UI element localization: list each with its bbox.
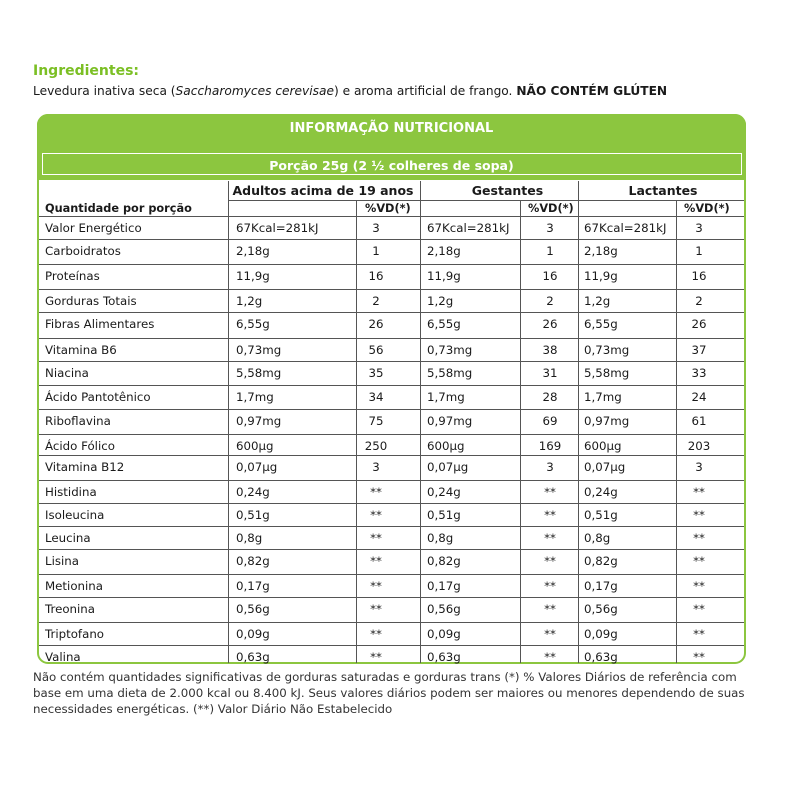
cell-lactating-vd: ** <box>693 627 705 641</box>
cell-lactating: 1,2g <box>584 294 611 308</box>
cell-adult: 0,51g <box>236 508 270 522</box>
row-divider <box>39 264 744 265</box>
cell-adult-vd: ** <box>370 485 382 499</box>
cell-lactating-vd: 33 <box>691 366 707 380</box>
cell-lactating: 2,18g <box>584 244 618 258</box>
cell-pregnant: 2,18g <box>427 244 461 258</box>
cell-adult: 2,18g <box>236 244 270 258</box>
cell-pregnant: 67Kcal=281kJ <box>427 221 510 235</box>
cell-adult-vd: 250 <box>364 439 388 453</box>
cell-pregnant-vd: ** <box>544 531 556 545</box>
cell-name: Lisina <box>45 554 79 568</box>
vd-header-lactating: %VD(*) <box>684 202 730 215</box>
cell-lactating-vd: ** <box>693 579 705 593</box>
cell-lactating: 1,7mg <box>584 390 622 404</box>
cell-adult: 0,56g <box>236 602 270 616</box>
column-divider <box>228 181 229 663</box>
cell-lactating: 0,97mg <box>584 414 630 428</box>
cell-lactating-vd: ** <box>693 531 705 545</box>
cell-pregnant-vd: ** <box>544 508 556 522</box>
cell-adult: 67Kcal=281kJ <box>236 221 319 235</box>
cell-lactating: 0,82g <box>584 554 618 568</box>
row-divider <box>39 526 744 527</box>
cell-lactating: 0,24g <box>584 485 618 499</box>
cell-lactating-vd: 3 <box>695 221 703 235</box>
group-header-lactating: Lactantes <box>628 183 698 198</box>
cell-adult-vd: 3 <box>372 221 380 235</box>
cell-lactating-vd: 24 <box>691 390 707 404</box>
row-divider <box>39 549 744 550</box>
cell-pregnant-vd: 169 <box>538 439 562 453</box>
cell-lactating-vd: ** <box>693 508 705 522</box>
cell-pregnant-vd: ** <box>544 485 556 499</box>
cell-adult-vd: ** <box>370 650 382 664</box>
cell-lactating-vd: ** <box>693 485 705 499</box>
portion-label: Porção 25g (2 ½ colheres de sopa) <box>269 158 514 173</box>
cell-name: Treonina <box>45 602 95 616</box>
cell-pregnant: 0,17g <box>427 579 461 593</box>
cell-adult: 1,7mg <box>236 390 274 404</box>
row-divider <box>39 361 744 362</box>
cell-adult: 0,17g <box>236 579 270 593</box>
cell-name: Triptofano <box>45 627 105 641</box>
cell-name: Niacina <box>45 366 89 380</box>
cell-lactating: 0,17g <box>584 579 618 593</box>
cell-pregnant-vd: 31 <box>542 366 558 380</box>
cell-pregnant: 0,09g <box>427 627 461 641</box>
cell-adult-vd: ** <box>370 531 382 545</box>
cell-pregnant-vd: 3 <box>546 460 554 474</box>
row-divider <box>39 385 744 386</box>
cell-adult: 0,09g <box>236 627 270 641</box>
ingredients-text-before: Levedura inativa seca ( <box>33 84 176 98</box>
cell-adult: 0,97mg <box>236 414 282 428</box>
cell-adult-vd: ** <box>370 508 382 522</box>
cell-adult-vd: 75 <box>368 414 384 428</box>
cell-pregnant: 0,73mg <box>427 343 473 357</box>
cell-pregnant-vd: ** <box>544 627 556 641</box>
cell-name: Riboflavina <box>45 414 111 428</box>
cell-adult: 0,07µg <box>236 460 278 474</box>
group-header-adults: Adultos acima de 19 anos <box>232 183 414 198</box>
ingredients-title: Ingredientes: <box>33 63 139 79</box>
cell-name: Valina <box>45 650 81 664</box>
cell-pregnant-vd: 38 <box>542 343 558 357</box>
cell-pregnant: 0,24g <box>427 485 461 499</box>
cell-adult-vd: ** <box>370 627 382 641</box>
cell-pregnant-vd: 3 <box>546 221 554 235</box>
row-divider <box>39 338 744 339</box>
cell-pregnant: 6,55g <box>427 317 461 331</box>
cell-pregnant-vd: ** <box>544 602 556 616</box>
cell-name: Histidina <box>45 485 97 499</box>
cell-name: Metionina <box>45 579 104 593</box>
cell-lactating: 0,8g <box>584 531 611 545</box>
cell-name: Gorduras Totais <box>45 294 137 308</box>
cell-lactating: 5,58mg <box>584 366 630 380</box>
vd-header-adults: %VD(*) <box>365 202 411 215</box>
cell-adult-vd: 2 <box>372 294 380 308</box>
cell-lactating-vd: 16 <box>691 269 707 283</box>
cell-pregnant-vd: 2 <box>546 294 554 308</box>
cell-adult: 6,55g <box>236 317 270 331</box>
cell-lactating: 0,73mg <box>584 343 630 357</box>
cell-pregnant-vd: 16 <box>542 269 558 283</box>
cell-lactating: 67Kcal=281kJ <box>584 221 667 235</box>
column-divider <box>420 181 421 663</box>
cell-pregnant-vd: 28 <box>542 390 558 404</box>
cell-pregnant-vd: 1 <box>546 244 554 258</box>
cell-lactating-vd: ** <box>693 602 705 616</box>
group-header-pregnant: Gestantes <box>471 183 544 198</box>
cell-adult: 5,58mg <box>236 366 282 380</box>
row-divider <box>39 574 744 575</box>
cell-pregnant-vd: 26 <box>542 317 558 331</box>
cell-adult: 1,2g <box>236 294 263 308</box>
cell-adult: 11,9g <box>236 269 270 283</box>
cell-adult: 0,24g <box>236 485 270 499</box>
cell-lactating: 0,09g <box>584 627 618 641</box>
cell-pregnant-vd: ** <box>544 650 556 664</box>
cell-lactating: 0,63g <box>584 650 618 664</box>
cell-pregnant: 1,7mg <box>427 390 465 404</box>
cell-lactating-vd: ** <box>693 554 705 568</box>
ingredients-text <box>33 84 667 98</box>
cell-lactating-vd: 37 <box>691 343 707 357</box>
cell-lactating: 600µg <box>584 439 622 453</box>
cell-lactating: 11,9g <box>584 269 618 283</box>
cell-name: Valor Energético <box>45 221 142 235</box>
cell-adult-vd: 1 <box>372 244 380 258</box>
row-divider <box>39 480 744 481</box>
row-divider <box>228 200 744 201</box>
cell-adult-vd: ** <box>370 554 382 568</box>
cell-name: Proteínas <box>45 269 100 283</box>
cell-pregnant: 0,56g <box>427 602 461 616</box>
row-divider <box>39 434 744 435</box>
cell-name: Fibras Alimentares <box>45 317 155 331</box>
row-divider <box>39 455 744 456</box>
row-divider <box>39 597 744 598</box>
cell-pregnant-vd: ** <box>544 554 556 568</box>
row-divider <box>39 289 744 290</box>
cell-adult-vd: 56 <box>368 343 384 357</box>
cell-lactating-vd: 61 <box>691 414 707 428</box>
cell-pregnant: 5,58mg <box>427 366 473 380</box>
cell-adult-vd: 3 <box>372 460 380 474</box>
cell-pregnant: 11,9g <box>427 269 461 283</box>
row-divider <box>39 216 744 217</box>
gluten-free-notice: NÃO CONTÉM GLÚTEN <box>516 84 668 98</box>
cell-adult: 600µg <box>236 439 274 453</box>
cell-pregnant: 1,2g <box>427 294 454 308</box>
footnote: Não contém quantidades significativas de gorduras saturadas e gorduras trans (*) % Valores Diários de referência com base em uma dieta de 2.000 kcal ou 8.400 kJ. Seus valores diários podem ser maiores ou menores dependendo de suas necessidades energéticas. (**) Valor Diário Não Estabelecido <box>33 670 745 716</box>
cell-pregnant: 0,07µg <box>427 460 469 474</box>
cell-name: Vitamina B12 <box>45 460 125 474</box>
cell-pregnant: 0,97mg <box>427 414 473 428</box>
cell-adult: 0,8g <box>236 531 263 545</box>
cell-lactating-vd: 2 <box>695 294 703 308</box>
cell-adult-vd: 34 <box>368 390 384 404</box>
cell-pregnant: 0,63g <box>427 650 461 664</box>
cell-pregnant: 0,8g <box>427 531 454 545</box>
cell-adult-vd: 16 <box>368 269 384 283</box>
cell-pregnant-vd: ** <box>544 579 556 593</box>
cell-lactating: 0,56g <box>584 602 618 616</box>
row-divider <box>39 409 744 410</box>
row-divider <box>39 503 744 504</box>
cell-adult: 0,73mg <box>236 343 282 357</box>
cell-name: Ácido Fólico <box>45 439 115 453</box>
row-divider <box>39 622 744 623</box>
cell-lactating-vd: ** <box>693 650 705 664</box>
cell-name: Ácido Pantotênico <box>45 390 151 404</box>
cell-lactating-vd: 203 <box>687 439 711 453</box>
cell-name: Leucina <box>45 531 91 545</box>
cell-pregnant: 0,82g <box>427 554 461 568</box>
cell-pregnant: 0,51g <box>427 508 461 522</box>
cell-lactating: 6,55g <box>584 317 618 331</box>
cell-lactating-vd: 1 <box>695 244 703 258</box>
ingredients-text-after: ) e aroma artificial de frango. <box>333 84 517 98</box>
quantity-per-portion-label: Quantidade por porção <box>45 202 192 215</box>
cell-adult: 0,63g <box>236 650 270 664</box>
cell-adult-vd: ** <box>370 602 382 616</box>
cell-lactating-vd: 26 <box>691 317 707 331</box>
nutrition-table-title: INFORMAÇÃO NUTRICIONAL <box>289 121 494 136</box>
cell-name: Isoleucina <box>45 508 105 522</box>
row-divider <box>39 312 744 313</box>
cell-lactating-vd: 3 <box>695 460 703 474</box>
cell-name: Carboidratos <box>45 244 121 258</box>
row-divider <box>39 239 744 240</box>
cell-pregnant-vd: 69 <box>542 414 558 428</box>
yeast-species-name: Saccharomyces cerevisae <box>175 84 334 98</box>
cell-adult-vd: 35 <box>368 366 384 380</box>
row-divider <box>39 645 744 646</box>
cell-adult: 0,82g <box>236 554 270 568</box>
cell-name: Vitamina B6 <box>45 343 117 357</box>
cell-lactating: 0,07µg <box>584 460 626 474</box>
cell-adult-vd: 26 <box>368 317 384 331</box>
cell-pregnant: 600µg <box>427 439 465 453</box>
vd-header-pregnant: %VD(*) <box>528 202 574 215</box>
cell-adult-vd: ** <box>370 579 382 593</box>
cell-lactating: 0,51g <box>584 508 618 522</box>
